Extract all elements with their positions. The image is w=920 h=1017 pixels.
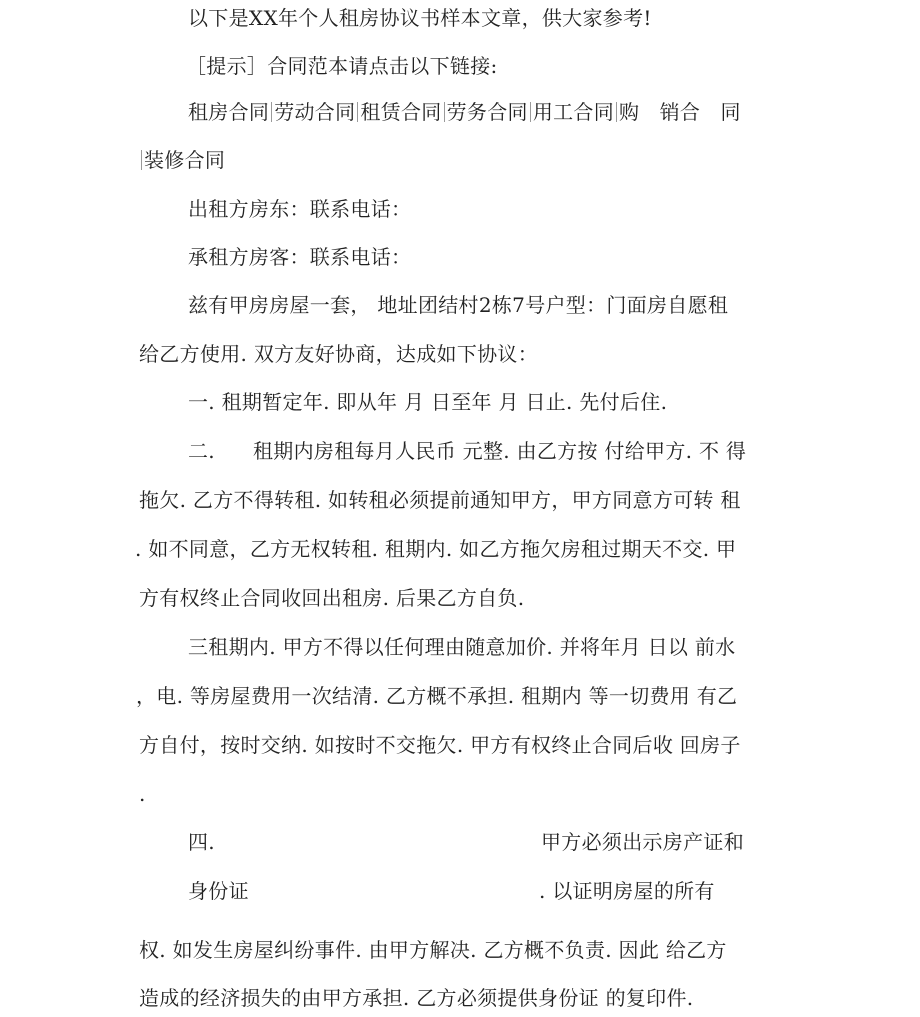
link-separator: [616, 102, 617, 122]
lessor-line: 出租方房东：联系电话：: [188, 197, 412, 221]
link-lease-contract[interactable]: 租赁合同: [360, 100, 442, 124]
clause-4-line: 权. 如发生房屋纠纷事件. 由甲方解决. 乙方概不负责. 因此 给乙方: [139, 938, 727, 962]
clause-4-left-text: 身份证: [188, 879, 249, 903]
clause-4-right-text: 甲方必须出示房产证和: [541, 830, 744, 854]
link-rental-contract[interactable]: 租房合同: [188, 100, 270, 124]
clause-3-line: 方自付，按时交纳. 如按时不交拖欠. 甲方有权终止合同后收 回房子: [139, 733, 741, 757]
clause-2-number: 二.: [188, 439, 215, 463]
paragraph-line: 兹有甲房房屋一套， 地址团结村2栋7号户型：门面房自愿租: [188, 293, 729, 317]
contract-links-line: [188, 99, 741, 125]
clause-2-line: 拖欠. 乙方不得转租. 如转租必须提前通知甲方，甲方同意方可转 租: [139, 488, 741, 512]
link-separator: [530, 102, 531, 122]
paragraph-line: 给乙方使用. 双方友好协商，达成如下协议：: [139, 342, 539, 366]
clause-3-line: 三租期内. 甲方不得以任何理由随意加价. 并将年月 日以 前水: [188, 635, 736, 659]
link-separator: [141, 150, 142, 170]
tip-line: ［提示］合同范本请点击以下链接:: [186, 54, 498, 78]
clause-1: 一. 租期暂定年. 即从年 月 日至年 月 日止. 先付后住.: [188, 390, 668, 414]
link-separator: [444, 102, 445, 122]
clause-4-line: 造成的经济损失的由甲方承担. 乙方必须提供身份证 的复印件.: [139, 986, 694, 1010]
clause-2-line: 方有权终止合同收回出租房. 后果乙方自负.: [139, 586, 525, 610]
link-labor-contract[interactable]: 劳动合同: [274, 100, 356, 124]
link-separator: [271, 102, 272, 122]
link-employment-contract[interactable]: 用工合同: [532, 100, 615, 124]
clause-3-line: .: [139, 782, 146, 806]
link-service-contract[interactable]: 劳务合同: [446, 100, 528, 124]
clause-3-line: ，电. 等房屋费用一次结清. 乙方概不承担. 租期内 等一切费用 有乙: [136, 684, 738, 708]
intro-line: 以下是XX年个人租房协议书样本文章，供大家参考!: [188, 6, 652, 30]
contract-links-line-2: [139, 147, 225, 173]
clause-2-line: 租期内房租每月人民币 元整. 由乙方按 付给甲方. 不 得: [253, 439, 747, 463]
link-decoration-contract[interactable]: 装修合同: [144, 148, 226, 172]
lessee-line: 承租方房客：联系电话：: [188, 245, 412, 269]
link-separator: [357, 102, 358, 122]
clause-4-number: 四.: [188, 830, 215, 854]
clause-4-right-text: . 以证明房屋的所有: [539, 879, 715, 903]
link-sales-contract[interactable]: 购 销合 同: [619, 100, 741, 124]
clause-2-line: . 如不同意，乙方无权转租. 租期内. 如乙方拖欠房租过期天不交. 甲: [135, 537, 737, 561]
